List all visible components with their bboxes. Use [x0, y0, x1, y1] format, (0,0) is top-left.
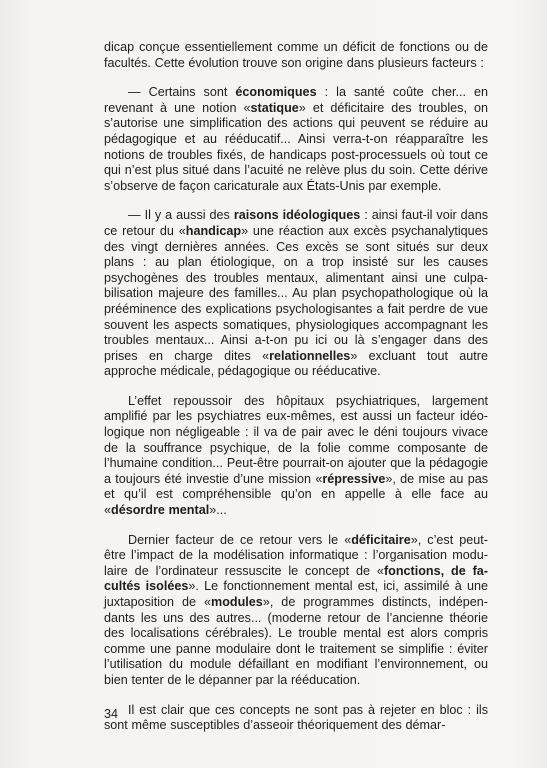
text-run: » excluant tout autre approche médicale, pédagogique ou rééducative.	[104, 348, 489, 379]
text-run: — Certains sont	[128, 85, 236, 100]
text-run: — Il y a aussi des	[128, 208, 234, 223]
paragraph	[104, 533, 488, 689]
bold-term: répressive	[322, 471, 386, 486]
text-run: » et déficitaire des troubles, on s’autorise une simplification des actions qui peuvent se réduire au pédagogique et au rééducatif... Ainsi verra-t-on réapparaître les notions de troubles fixés, de handicaps post-processuels où tout ce qui n’est plus situé dans l’acuité ne relève plus du soin. Cette dérive s’observe de façon caricaturale aux États-Unis par exemple.	[104, 100, 488, 193]
bold-term: handicap	[185, 223, 242, 238]
text-run: Il est clair que ces concepts ne sont pas à rejeter en bloc : ils sont même susceptibles d’asseoir théoriquement des démar-	[104, 702, 488, 733]
paragraph	[104, 394, 488, 519]
text-run: : ainsi faut-il voir dans ce retour du «	[104, 208, 488, 238]
text-run: », c’est peut-être l’impact de la modélisation informatique : l’organisation modulaire de l’ordinateur ressuscite le concept de «	[104, 532, 488, 578]
paragraph	[104, 703, 488, 734]
page-body	[104, 40, 488, 748]
text-run: »...	[209, 503, 227, 518]
text-run: » une réaction aux excès psychanalytiques des vingt dernières années. Ces excès se sont situés sur deux plans : au plan étiologique, on a trop insisté sur les causes psychogènes des troubles mentaux, alimentant ainsi une culpabilisation majeure des familles... Au plan psychopathologique où la prééminence des explications psychologisantes a fait perdre de vue souvent les aspects somatiques, physiologiques accompagnant les troubles mentaux... Ainsi a-t-on pu ici ou là s’engager dans des prises en charge dites «	[104, 223, 488, 363]
text-run: : la santé coûte cher... en revenant à une notion «	[104, 85, 488, 115]
bold-term: déficitaire	[351, 532, 411, 547]
bold-term: économiques	[235, 85, 317, 100]
page-number: 34	[104, 707, 119, 721]
bold-term: statique	[250, 100, 299, 115]
bold-term: relationnelles	[269, 348, 351, 363]
text-run: », de programmes distincts, indépendants les uns des autres... (moderne retour de l’ancienne théorie des localisations cérébrales). Le trouble mental est alors compris comme une panne modulaire dont le traitement se simplifie : éviter l’utilisation du module défaillant en modifiant l’environnement, ou bien tenter de le dépanner par la rééducation.	[104, 595, 488, 687]
text-run: dicap conçue essentiellement comme un déficit de fonctions ou de facultés. Cette évolution trouve son origine dans plusieurs facteurs :	[104, 40, 488, 70]
text-run: L’effet repoussoir des hôpitaux psychiatriques, largement amplifié par les psychiatres eux-mêmes, est aussi un facteur idéologique non négligeable : il va de pair avec le déni toujours vivace de la souffrance psychique, de la folie comme composante de l’humaine condition... Peut-être pourrait-on ajouter que la pédagogie a toujours été investie d’une mission «	[104, 393, 488, 486]
bold-term: modules	[211, 595, 263, 609]
text-run: Dernier facteur de ce retour vers le «	[128, 532, 352, 547]
bold-term: raisons idéologiques	[233, 208, 361, 223]
bold-term: désordre mental	[111, 503, 210, 518]
paragraph	[104, 208, 488, 380]
paragraph	[104, 85, 488, 194]
text-run: », de mise au pas et qu’il est compréhensible qu’on en appelle à elle face au «	[104, 471, 488, 518]
paragraph	[104, 40, 488, 71]
text-run: ». Le fonctionnement mental est, ici, assimilé à une juxtaposition de «	[104, 579, 488, 609]
bold-term: fonctions, de facultés isolées	[104, 563, 488, 594]
